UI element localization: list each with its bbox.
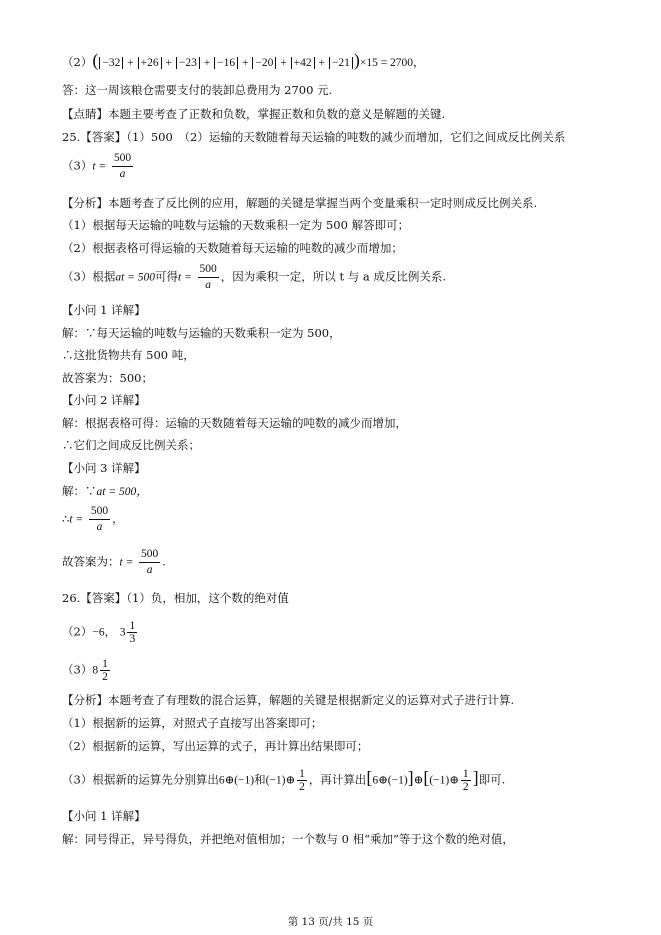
- q26-p3: [62, 658, 621, 683]
- q25-s2-l2: ∴它们之间成反比例关系；: [62, 438, 200, 452]
- q26-p2-label: （2）: [62, 624, 93, 639]
- q26-a3: （3）根据新的运算先分别算出6⊕(−1)和(−1)⊕ $\frac{1}{2}$ ，再计算出[6⊕(−1)]⊕[(−1)⊕ $\frac{1}{2}$ ]即可.: [62, 767, 506, 793]
- q25-a3-eq: at = 500: [115, 271, 156, 284]
- fraction-num: 1: [129, 620, 136, 632]
- q25-s3-l2: [62, 504, 621, 535]
- q25-s2-l1: 解：根据表格可得：运输的天数随着每天运输的吨数的减少而增加，: [62, 416, 407, 430]
- fraction-num: 1: [462, 768, 469, 780]
- abs-term-2: +26: [138, 57, 162, 69]
- q26-s1-head: 【小问 1 详解】: [62, 809, 146, 823]
- q26-a3-mid: ，再计算出: [308, 772, 367, 787]
- q26-a3-e2: (−1)⊕: [265, 774, 296, 787]
- q25-a3-mid: 可得: [155, 269, 179, 284]
- q25-a1: （1）根据每天运输的吨数与运输的天数乘积一定为 500 解答即可；: [62, 218, 410, 232]
- q26-p3-label: （3）: [62, 662, 93, 677]
- q26-a3-e3: 6⊕(−1): [372, 774, 408, 787]
- q26-a3-e1: 6⊕(−1): [218, 774, 255, 787]
- q24-answer: 答：这一周该粮仓需要支付的装卸总费用为 2700 元.: [62, 83, 333, 97]
- abs-term-7: −21: [329, 57, 353, 69]
- q25-a3: [62, 262, 621, 293]
- q25-s3-l3: [62, 547, 621, 578]
- fraction: [297, 768, 307, 793]
- q25-s3-l1-pre: 解：∵: [62, 484, 97, 498]
- q25-answer: 25.【答案】（1）500 （2）运输的天数随着每天运输的吨数的减少而增加，它们之间成反比例关系: [62, 130, 566, 144]
- q25-p3: [62, 151, 621, 182]
- q26-p3-whole: 8: [92, 664, 99, 677]
- fraction: [100, 658, 110, 683]
- fraction-den: a: [119, 168, 126, 180]
- q26-a2: （2）根据新的运算，写出运算的式子，再计算出结果即可；: [62, 739, 369, 753]
- q25-s1-l2: ∴这批货物共有 500 吨，: [62, 348, 195, 362]
- fraction-num: 1: [102, 658, 108, 670]
- fraction: [112, 151, 133, 182]
- q25-a3-post: ，因为乘积一定，所以 t 与 a 成反比例关系.: [220, 269, 447, 284]
- q26-a3-e4: (−1)⊕: [429, 774, 459, 787]
- q26-s1-l1: 解：同号得正，异号得负，并把绝对值相加；一个数与 0 相“乘加”等于这个数的绝对值，: [62, 832, 514, 846]
- fraction: [127, 620, 137, 645]
- q26-p2: [62, 620, 621, 645]
- fraction-den: 2: [102, 671, 108, 683]
- q26-a3-op: ⊕: [413, 774, 424, 787]
- abs-term-4: −16: [214, 57, 238, 69]
- q25-s3-head: 【小问 3 详解】: [62, 461, 146, 475]
- fraction: [89, 504, 110, 535]
- abs-term-1: −32: [99, 57, 123, 69]
- q26-a1: （1）根据新的运算，对照式子直接写出答案即可；: [62, 716, 323, 730]
- q24-label: （2）: [62, 55, 93, 69]
- fraction: [139, 547, 160, 578]
- page-footer: 第 13 页/共 15 页: [287, 916, 374, 928]
- fraction: [461, 768, 471, 793]
- q25-p3-lhs: t =: [92, 160, 107, 173]
- q24-comment: 【点睛】本题主要考查了正数和负数，掌握正数和负数的意义是解题的关键.: [62, 107, 446, 121]
- fraction-den: 3: [129, 633, 136, 645]
- q25-s2-head: 【小问 2 详解】: [62, 393, 146, 407]
- abs-term-5: −20: [252, 57, 276, 69]
- q25-s3-l1-eq: at = 500，: [96, 486, 148, 498]
- fraction-num: 1: [299, 768, 305, 780]
- fraction-den: 2: [299, 781, 305, 793]
- q25-p3-label: （3）: [62, 158, 93, 173]
- q25-analysis: 【分析】本题考查了反比例的应用，解题的关键是掌握当两个变量乘积一定时则成反比例关系.: [62, 196, 538, 210]
- abs-term-3: −23: [176, 57, 200, 69]
- fraction-den: a: [96, 521, 103, 533]
- abs-term-6: +42: [291, 57, 315, 69]
- q26-a3-pre: （3）根据新的运算先分别算出: [62, 772, 219, 787]
- fraction-num: 500: [89, 504, 110, 520]
- q25-s3-l3-pre: 故答案为：: [62, 554, 120, 569]
- fraction-num: 500: [139, 547, 160, 563]
- fraction-num: 500: [198, 262, 219, 278]
- fraction: [198, 262, 219, 293]
- fraction-den: a: [146, 564, 153, 576]
- q26-a3-and: 和: [254, 772, 266, 787]
- q26-a3-post: 即可.: [478, 772, 506, 787]
- q25-s3-l3-post: .: [162, 554, 166, 569]
- q25-s3-l2-t: t =: [69, 513, 84, 526]
- q24-times: ×15 = 2700，: [359, 57, 425, 69]
- fraction-num: 500: [112, 151, 133, 167]
- q25-s1-head: 【小问 1 详解】: [62, 303, 146, 317]
- q25-s3-l2-post: ，: [112, 511, 124, 526]
- abs-term: −32 + +26 + −23 + −16 + −20 + +42 + −21: [98, 57, 354, 69]
- q25-s3-l1: [62, 483, 621, 500]
- q25-a3-pre: （3）根据: [62, 269, 116, 284]
- q25-s3-l3-t: t =: [119, 556, 134, 569]
- q26-p2-val: −6，: [92, 626, 117, 639]
- q25-s1-l3: 故答案为：500；: [62, 371, 153, 385]
- q24-sum-line: （2）( −32 + +26 + −23 + −16 + −20 + +42 + −21 )×15 = 2700，: [62, 50, 425, 70]
- q26-answer: 26.【答案】（1）负，相加，这个数的绝对值: [62, 591, 289, 605]
- q26-analysis: 【分析】本题考查了有理数的混合运算，解题的关键是根据新定义的运算对式子进行计算.: [62, 693, 515, 707]
- q25-a3-t: t =: [178, 271, 192, 284]
- fraction-den: 2: [462, 781, 469, 793]
- q25-a2: （2）根据表格可得运输的天数随着每天运输的吨数的减少而增加；: [62, 241, 403, 255]
- fraction-den: a: [205, 279, 212, 291]
- q25-s1-l1: 解：∵每天运输的吨数与运输的天数乘积一定为 500，: [62, 326, 341, 340]
- q26-p2-whole: 3: [119, 626, 126, 639]
- q25-s3-l2-pre: ∴: [62, 511, 70, 526]
